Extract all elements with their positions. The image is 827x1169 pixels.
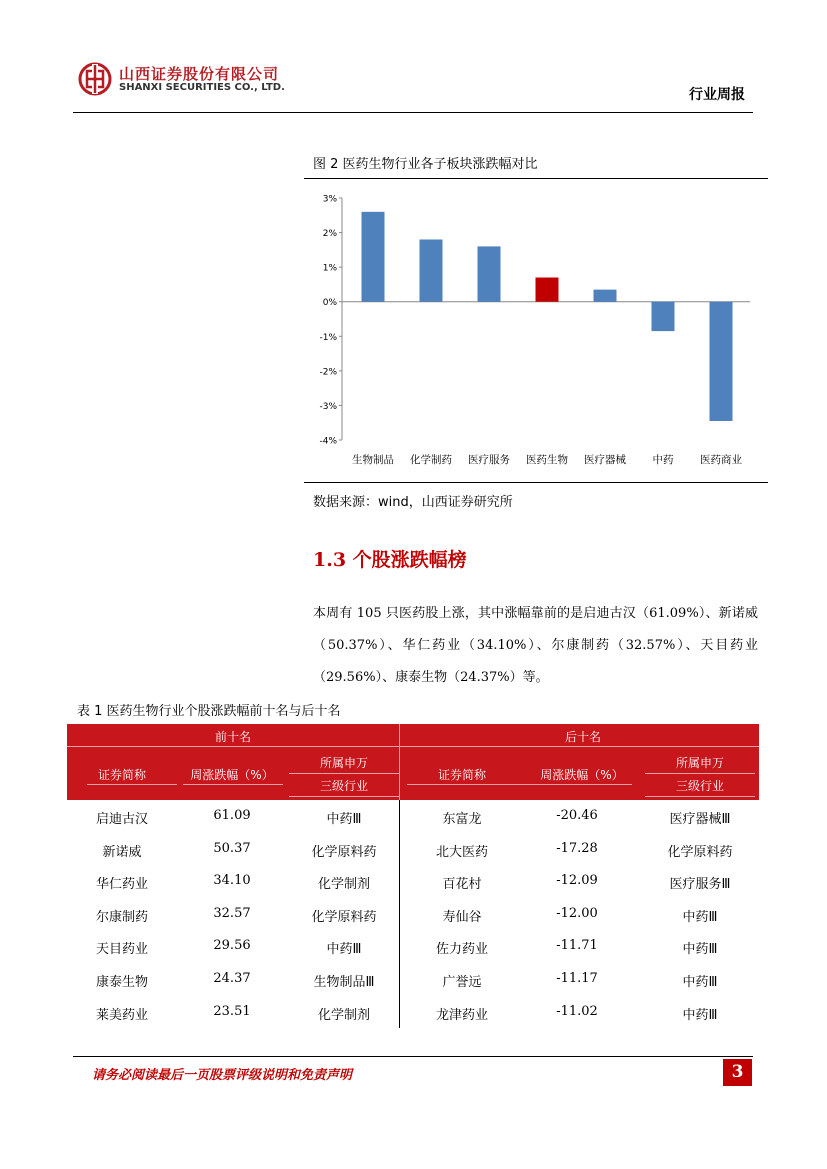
row-industry-left: 化学制剂 [317, 877, 370, 892]
company-name-en: SHANXI SECURITIES CO., LTD. [119, 82, 285, 93]
header-underline [289, 773, 399, 774]
row-change-left: 29.56 [213, 938, 251, 953]
header-underline [87, 784, 177, 785]
row-industry-right: 医疗服务Ⅲ [669, 877, 731, 892]
row-change-right: -11.02 [556, 1004, 598, 1019]
figure-top-rule [304, 178, 768, 179]
page-number: 3 [723, 1059, 752, 1086]
y-tick-label: 0% [322, 298, 337, 309]
col-header-change-left: 周涨跌幅（%） [190, 768, 274, 782]
row-change-right: -12.09 [556, 873, 598, 888]
col-header-change-right: 周涨跌幅（%） [540, 768, 624, 782]
row-name-left: 新诺威 [102, 845, 142, 860]
col-header-industry-right-1: 所属申万 [675, 756, 724, 770]
x-tick-label: 医药商业 [700, 454, 742, 466]
row-name-right: 龙津药业 [435, 1008, 488, 1023]
header-underline [645, 773, 755, 774]
x-tick-label: 医疗服务 [468, 454, 510, 466]
col-header-industry-left-1: 所属申万 [319, 756, 368, 770]
row-name-right: 北大医药 [435, 845, 488, 860]
row-industry-right: 中药Ⅲ [682, 1008, 718, 1023]
header-group-rule [67, 746, 759, 747]
table-caption: 表 1 医药生物行业个股涨跌幅前十名与后十名 [77, 704, 341, 719]
row-name-left: 尔康制药 [95, 910, 148, 925]
row-change-right: -11.71 [556, 938, 598, 953]
section-body-text: 本周有 105 只医药股上涨，其中涨幅靠前的是启迪古汉（61.09%）、新诺威（50.37%）、华仁药业（34.10%）、尔康制药（32.57%）、天目药业（29.56%）、康泰生物（24.37%）等。 [313, 606, 758, 685]
row-change-left: 61.09 [213, 808, 251, 823]
row-name-right: 百花村 [442, 877, 482, 892]
header-divider [73, 112, 753, 113]
row-name-left: 华仁药业 [95, 877, 148, 892]
row-industry-right: 医疗器械Ⅲ [669, 812, 731, 827]
row-industry-left: 化学原料药 [311, 845, 377, 860]
row-industry-left: 化学制剂 [317, 1008, 370, 1023]
row-industry-left: 中药Ⅲ [326, 812, 362, 827]
figure-bottom-rule [304, 482, 768, 483]
row-industry-left: 中药Ⅲ [326, 942, 362, 957]
y-tick-label: 3% [322, 194, 337, 205]
row-change-right: -17.28 [556, 841, 598, 856]
row-industry-right: 中药Ⅲ [682, 910, 718, 925]
row-name-right: 东富龙 [442, 812, 482, 827]
right-group-header: 后十名 [564, 730, 601, 744]
header-underline [289, 796, 399, 797]
x-tick-label: 生物制品 [352, 454, 394, 466]
x-tick-label: 化学制药 [410, 454, 452, 466]
row-name-right: 佐力药业 [435, 942, 488, 957]
subsector-change-chart [304, 182, 768, 478]
y-tick-label: 2% [322, 229, 337, 240]
row-change-left: 24.37 [213, 971, 251, 986]
row-change-right: -12.00 [556, 906, 598, 921]
y-tick-label: -1% [319, 332, 337, 343]
row-change-left: 34.10 [213, 873, 251, 888]
row-name-right: 广誉远 [442, 975, 482, 990]
row-name-left: 启迪古汉 [95, 812, 148, 827]
y-tick-label: -4% [319, 436, 337, 447]
figure-caption: 图 2 医药生物行业各子板块涨跌幅对比 [313, 157, 538, 172]
row-industry-left: 生物制品Ⅲ [313, 975, 375, 990]
row-change-right: -11.17 [556, 971, 598, 986]
header-underline [183, 784, 283, 785]
row-name-left: 天目药业 [95, 942, 148, 957]
report-type-label: 行业周报 [689, 87, 745, 103]
row-name-left: 康泰生物 [95, 975, 148, 990]
left-group-header: 前十名 [214, 730, 251, 744]
bar-5 [594, 290, 617, 302]
bar-7 [710, 302, 733, 421]
row-name-right: 寿仙谷 [442, 910, 482, 925]
bar-1 [362, 212, 385, 302]
row-change-left: 32.57 [213, 906, 251, 921]
header-underline [645, 796, 755, 797]
header-underline [507, 784, 632, 785]
header-underline [407, 784, 511, 785]
footer-disclaimer-note: 请务必阅读最后一页股票评级说明和免责声明 [92, 1068, 353, 1083]
row-name-left: 莱美药业 [95, 1008, 148, 1023]
row-industry-right: 化学原料药 [667, 845, 733, 860]
row-industry-right: 中药Ⅲ [682, 975, 718, 990]
y-tick-label: 1% [322, 263, 337, 274]
y-tick-label: -2% [319, 367, 337, 378]
bar-2 [420, 239, 443, 301]
col-header-name-right: 证券简称 [437, 768, 486, 782]
row-change-left: 50.37 [213, 841, 251, 856]
row-change-left: 23.51 [213, 1004, 251, 1019]
bar-3 [478, 246, 501, 301]
y-tick-label: -3% [319, 401, 337, 412]
header-center-rule [399, 724, 400, 800]
company-logo-icon [78, 62, 112, 96]
row-industry-left: 化学原料药 [311, 910, 377, 925]
footer-divider [73, 1056, 753, 1057]
table-center-divider [399, 800, 400, 1028]
row-change-right: -20.46 [556, 808, 598, 823]
bar-4 [536, 278, 559, 302]
company-name-cn: 山西证券股份有限公司 [119, 65, 280, 83]
figure-source: 数据来源：wind，山西证券研究所 [313, 495, 513, 510]
col-header-industry-right-2: 三级行业 [675, 779, 724, 793]
table-header [67, 724, 759, 800]
row-industry-right: 中药Ⅲ [682, 942, 718, 957]
x-tick-label: 医药生物 [526, 454, 568, 466]
section-heading: 1.3 个股涨跌幅榜 [313, 549, 467, 571]
col-header-industry-left-2: 三级行业 [319, 779, 368, 793]
col-header-name-left: 证券简称 [97, 768, 146, 782]
x-tick-label: 医疗器械 [584, 454, 626, 466]
bar-6 [652, 302, 675, 331]
x-tick-label: 中药 [652, 454, 674, 466]
